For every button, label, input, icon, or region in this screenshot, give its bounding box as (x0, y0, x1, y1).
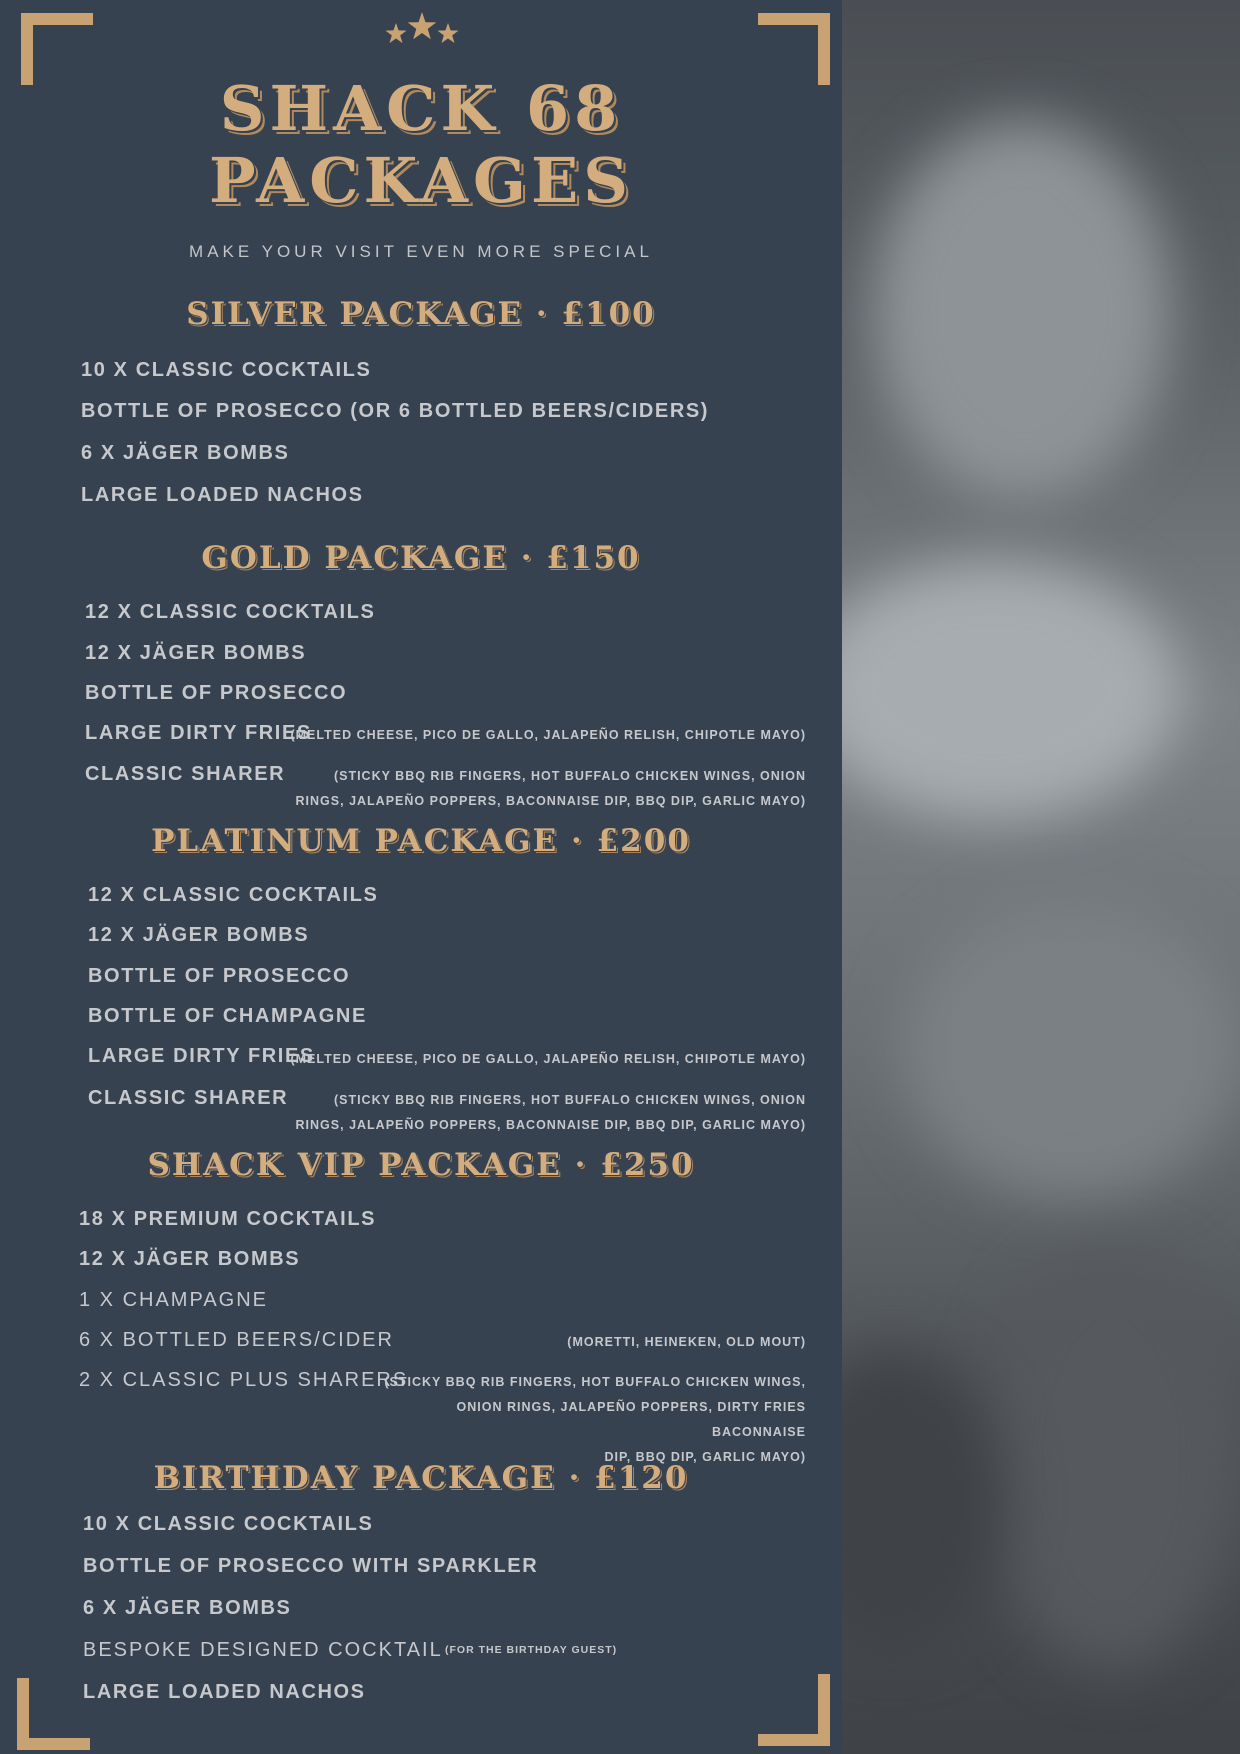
item-note: (STICKY BBQ RIB FINGERS, HOT BUFFALO CHICKEN WINGS, ONION RINGS, JALAPEÑO POPPERS, DIRTY FRIES BACONNAISE DIP, BBQ DIP, GARLIC MAYO) (384, 1375, 806, 1464)
item-note: (MELTED CHEESE, PICO DE GALLO, JALAPEÑO RELISH, CHIPOTLE MAYO) (290, 728, 806, 742)
list-item: 6 X JÄGER BOMBS (81, 442, 290, 464)
corner-frame-bottom-right (758, 1674, 830, 1746)
page-title-line1: SHACK 68 (219, 72, 623, 145)
item-note: (STICKY BBQ RIB FINGERS, HOT BUFFALO CHICKEN WINGS, ONION RINGS, JALAPEÑO POPPERS, BACONNAISE DIP, BBQ DIP, GARLIC MAYO) (295, 769, 806, 808)
list-item: 12 X CLASSIC COCKTAILS (85, 601, 376, 623)
corner-frame-bottom-left (17, 1678, 90, 1750)
list-item: BOTTLE OF PROSECCO (OR 6 BOTTLED BEERS/CIDERS) (81, 400, 710, 422)
item-note: (MELTED CHEESE, PICO DE GALLO, JALAPEÑO RELISH, CHIPOTLE MAYO) (290, 1052, 806, 1066)
list-item: 12 X JÄGER BOMBS (79, 1248, 301, 1270)
list-item: 12 X CLASSIC COCKTAILS (88, 884, 379, 906)
list-item: BESPOKE DESIGNED COCKTAIL (83, 1639, 443, 1661)
stars-icon (380, 10, 460, 50)
list-item: BOTTLE OF PROSECCO (88, 965, 351, 987)
vip-package-title: SHACK VIP PACKAGE · £250 (147, 1147, 695, 1183)
list-item: BOTTLE OF PROSECCO WITH SPARKLER (83, 1555, 539, 1577)
list-item: 12 X JÄGER BOMBS (85, 642, 307, 664)
item-note: (STICKY BBQ RIB FINGERS, HOT BUFFALO CHICKEN WINGS, ONION RINGS, JALAPEÑO POPPERS, BACONNAISE DIP, BBQ DIP, GARLIC MAYO) (295, 1093, 806, 1132)
list-item: 10 X CLASSIC COCKTAILS (81, 359, 372, 381)
list-item: 6 X BOTTLED BEERS/CIDER (79, 1329, 394, 1351)
list-item: LARGE DIRTY FRIES (88, 1045, 315, 1067)
cocktail-glasses-photo (842, 0, 1240, 1754)
item-note: (FOR THE BIRTHDAY GUEST) (445, 1644, 618, 1656)
platinum-package-title: PLATINUM PACKAGE · £200 (151, 823, 691, 859)
page-subtitle: MAKE YOUR VISIT EVEN MORE SPECIAL (189, 242, 653, 261)
list-item: BOTTLE OF CHAMPAGNE (88, 1005, 367, 1027)
list-item: 10 X CLASSIC COCKTAILS (83, 1513, 374, 1535)
item-note: (MORETTI, HEINEKEN, OLD MOUT) (567, 1335, 806, 1349)
silver-package-title: SILVER PACKAGE · £100 (186, 296, 656, 332)
list-item: 6 X JÄGER BOMBS (83, 1597, 292, 1619)
list-item: LARGE LOADED NACHOS (81, 484, 364, 506)
list-item: 2 X CLASSIC PLUS SHARERS (79, 1369, 409, 1391)
list-item: 18 X PREMIUM COCKTAILS (79, 1208, 377, 1230)
list-item: CLASSIC SHARER (88, 1087, 289, 1109)
page-title-line2: PACKAGES (208, 144, 634, 217)
list-item: LARGE DIRTY FRIES (85, 722, 312, 744)
birthday-package-title: BIRTHDAY PACKAGE · £120 (153, 1460, 689, 1496)
gold-package-title: GOLD PACKAGE · £150 (201, 540, 641, 576)
list-item: CLASSIC SHARER (85, 763, 286, 785)
list-item: 12 X JÄGER BOMBS (88, 924, 310, 946)
list-item: BOTTLE OF PROSECCO (85, 682, 348, 704)
list-item: 1 X CHAMPAGNE (79, 1289, 268, 1311)
list-item: LARGE LOADED NACHOS (83, 1681, 366, 1703)
